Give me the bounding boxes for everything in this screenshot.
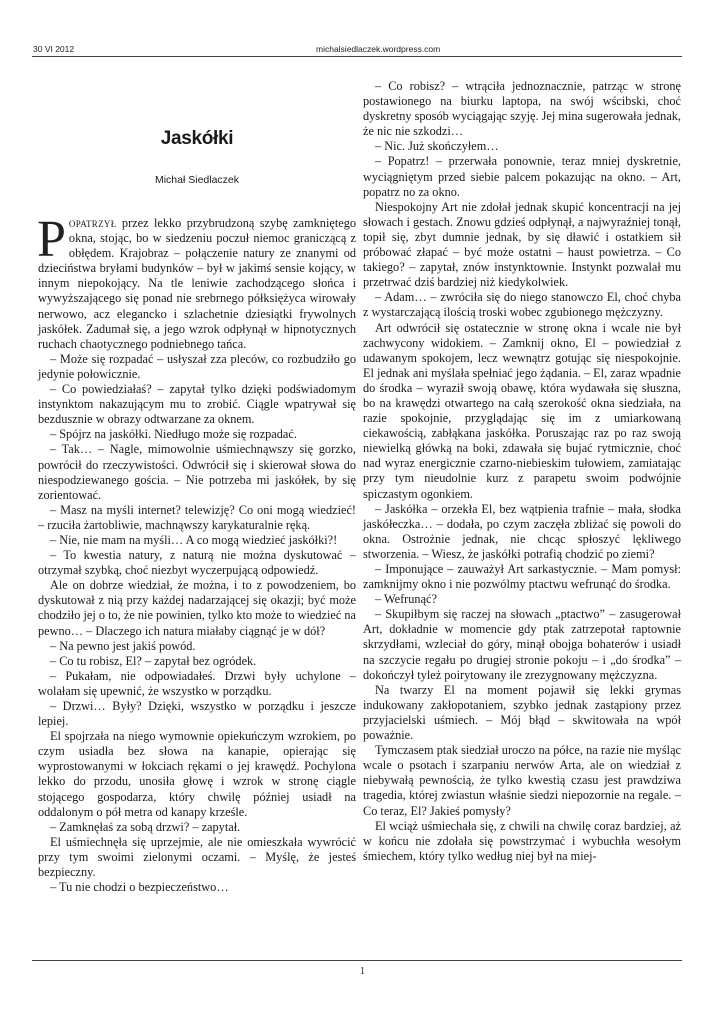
paragraph: – Adam… – zwróciła się do niego stanowczo El, choć chyba z wystarczającą ilością troski wobec zgubionego mężczyzny. (363, 290, 681, 320)
paragraph: – Może się rozpadać – usłyszał zza pleców, co rozbudziło go jedynie połowicznie. (38, 351, 356, 381)
paragraph: El wciąż uśmiechała się, z chwili na chwilę coraz bardziej, aż w końcu nie zdołała się powstrzymać i wybuchła wesołym śmiechem, który tylko według niej był na miej- (363, 818, 681, 863)
header-rule (32, 56, 682, 57)
left-paragraphs (38, 352, 356, 895)
paragraph: – Co powiedziałaś? – zapytał tylko dzięki podświadomym instynktom nakazującym mu to zrobić. Ciągle wpatrywał się bezdusznie w obrazy odtwarzane za oknem. (38, 382, 356, 427)
paragraph: El spojrzała na niego wymownie opiekuńczym wzrokiem, po czym usiadła bez słowa na kanapie, opierając się wyprostowanymi w łokciach rękami o jej krawędź. Pochylona lekko do przodu, unosiła głowę i wzrok w stronę ciągle stojącego gospodarza, który chwilę później usiadł na oddalonym o pół metra od kanapy krześle. (38, 729, 356, 819)
paragraph: – Nic. Już skończyłem… (375, 139, 499, 154)
header-url: michalsiedlaczek.wordpress.com (316, 44, 441, 54)
paragraph: – Skupiłbym się raczej na słowach „ptactwo” – zasugerował Art, dokładnie w momencie gdy ptak zatrzepotał raptownie skrzydłami, wzleciał do góry, minął obojga bohaterów i usiadł na szczycie regału po drugiej stronie pokoju – i „do środka” – dokończył tyleż poirytowany ile zrezygnowany mężczyzna. (363, 607, 681, 682)
paragraph: – Nie, nie mam na myśli… A co mogą wiedzieć jaskółki?! (50, 532, 338, 547)
opening-text: przez lekko przybrudzoną szybę zamkniętego okna, stojąc, bo w siedzeniu poczuł niemoc graniczącą z obłędem. Krajobraz – połączenie natury ze znanymi od dzieciństwa bryłami budynków – był w jakimś sensie kojący, w innym niepokojący. Na tle leniwie zachodzącego słońca i wywyższającego się ponad nie srebrnego półksiężyca wirowały nerwowo, acz elegancko i szlachetnie dziesiątki frywolnych jaskółek. Zadumał się, a jego wzrok odpłynął w hipnotycznych ruchach chaotycznego podniebnego tańca. (38, 216, 356, 351)
paragraph: El uśmiechnęła się uprzejmie, ale nie omieszkała wywrócić przy tym swoimi zielonymi oczami. – Myślę, że jesteś bezpieczny. (38, 834, 356, 880)
page-number: 1 (360, 966, 365, 977)
header-date: 30 VI 2012 (33, 44, 75, 54)
right-paragraphs (363, 79, 681, 864)
paragraph: Na twarzy El na moment pojawił się lekki grymas indukowany zakłopotaniem, szybko jednak zastąpiony przez przyjacielski uśmiech. – Mój błąd – skwitowała na wpół poważnie. (363, 682, 681, 743)
right-column (363, 79, 681, 864)
paragraph: – Popatrz! – przerwała ponownie, teraz mniej dyskretnie, wyciągniętym przed siebie palcem pokazując na okno. – Art, popatrz no za okno. (363, 154, 681, 199)
paragraph: Ale on dobrze wiedział, że można, i to z powodzeniem, bo dyskutował z nią przy każdej nadarzającej się okazji; być może chodziło jej o to, że nie powinien, tylko kto może to wiedzieć na pewno… – Dlaczego ich natura miałaby ciągnąć je w dół? (38, 578, 356, 638)
paragraph: Niespokojny Art nie zdołał jednak skupić koncentracji na jej słowach i gestach. Znowu gdzieś odpłynął, a najwyraźniej tonął, topił się, zbyt dumnie jednak, by się dławić i ostatkiem sił próbować złapać – być może ostatni – haust powietrza. – Co takiego? – zapytał, znów instynktownie. Instynkt pozwalał mu przetrwać dziś bardziej niż kiedykolwiek. (363, 199, 681, 290)
paragraph: – To kwestia natury, z naturą nie można dyskutować – otrzymał szybką, choć niezbyt wyczerpującą odpowiedź. (38, 548, 356, 578)
article-author: Michał Siedlaczek (154, 174, 240, 186)
paragraph: – Tu nie chodzi o bezpieczeństwo… (50, 880, 229, 895)
paragraph: – Zamknęłaś za sobą drzwi? – zapytał. (50, 819, 241, 834)
paragraph: – Na pewno jest jakiś powód. (50, 638, 196, 653)
paragraph: – Imponujące – zauważył Art sarkastycznie. – Mam pomysł: zamknijmy okno i nie pozwólmy ptactwu wefrunąć do środka. (363, 562, 681, 592)
left-column (38, 128, 356, 895)
paragraph: – Spójrz na jaskółki. Niedługo może się rozpadać. (50, 427, 297, 442)
paragraph: Tymczasem ptak siedział uroczo na półce, na razie nie myśląc wcale o psotach i szarpaniu nerwów Arta, ale on wiedział z niebywałą pewnością, że tylko kwestią czasu jest prawdziwa tragedia, której zwiastun właśnie siedzi niepozornie na regale. – Co teraz, El? Jakieś pomysły? (363, 743, 681, 818)
paragraph: – Drzwi… Były? Dzięki, wszystko w porządku i jeszcze lepiej. (38, 699, 356, 729)
paragraph: – Co robisz? – wtrąciła jednoznacznie, patrząc w stronę postawionego na biurku laptopa, na swój wścibski, choć dyskretny sposób wyciągając szyję. Jej mina sugerowała jednak, że nic nie szkodzi… (363, 79, 681, 139)
paragraph: – Pukałam, nie odpowiadałeś. Drzwi były uchylone – wolałam się upewnić, że wszystko w porządku. (38, 668, 356, 698)
paragraph: – Jaskółka – orzekła El, bez wątpienia trafnie – mała, słodka jaskółeczka… – dodała, po czym zaczęła zbliżać się powoli do okna. Ostrożnie jednak, nie chcąc spłoszyć lękliwego stworzenia. – Wiesz, że jaskółki potrafią chodzić po ziemi? (363, 501, 681, 561)
paragraph: Art odwrócił się ostatecznie w stronę okna i wcale nie był zachwycony widokiem. – Zamknij okno, El – powiedział z udawanym spokojem, lecz wewnątrz gotując się niespokojnie. El jednak ani myślała spełniać jego żądania. – El, zaraz wpadnie do środka – wyraził swoją obawę, która wydawała się słuszna, bo na krawędzi otwartego na całą szerokość okna siedziała, na razie spokojnie, przyglądając się im z umiarkowaną ciekawością, zabłąkana jaskółka. Poruszając raz po raz swoją niewielką główką na boki, zdawała się bujać rytmicznie, choć nad wyraz energicznie czarno-niebieskim tułowiem, zamiatając przy tym nieudolnie kurz z parapetu swoim podwójnie spiczastym ogonkiem. (363, 320, 681, 501)
paragraph: – Tak… – Nagle, mimowolnie uśmiechnąwszy się gorzko, powrócił do rzeczywistości. Odwrócił się i skierował słowa do niespodziewanego gościa. – Nie potrzeba mi jaskółek, by się zorientować. (38, 442, 356, 502)
footer-rule (32, 960, 682, 961)
drop-cap: P (37, 211, 66, 268)
paragraph: – Wefrunąć? (375, 592, 437, 607)
article-title: Jaskółki (160, 128, 234, 149)
paragraph: – Co tu robisz, El? – zapytał bez ogródek. (50, 653, 257, 668)
opening-paragraph (37, 211, 356, 352)
opening-word: opatrzył (68, 216, 117, 230)
paragraph: – Masz na myśli internet? telewizję? Co oni mogą wiedzieć! – rzuciła żartobliwie, machnąwszy karykaturalnie ręką. (38, 502, 356, 532)
